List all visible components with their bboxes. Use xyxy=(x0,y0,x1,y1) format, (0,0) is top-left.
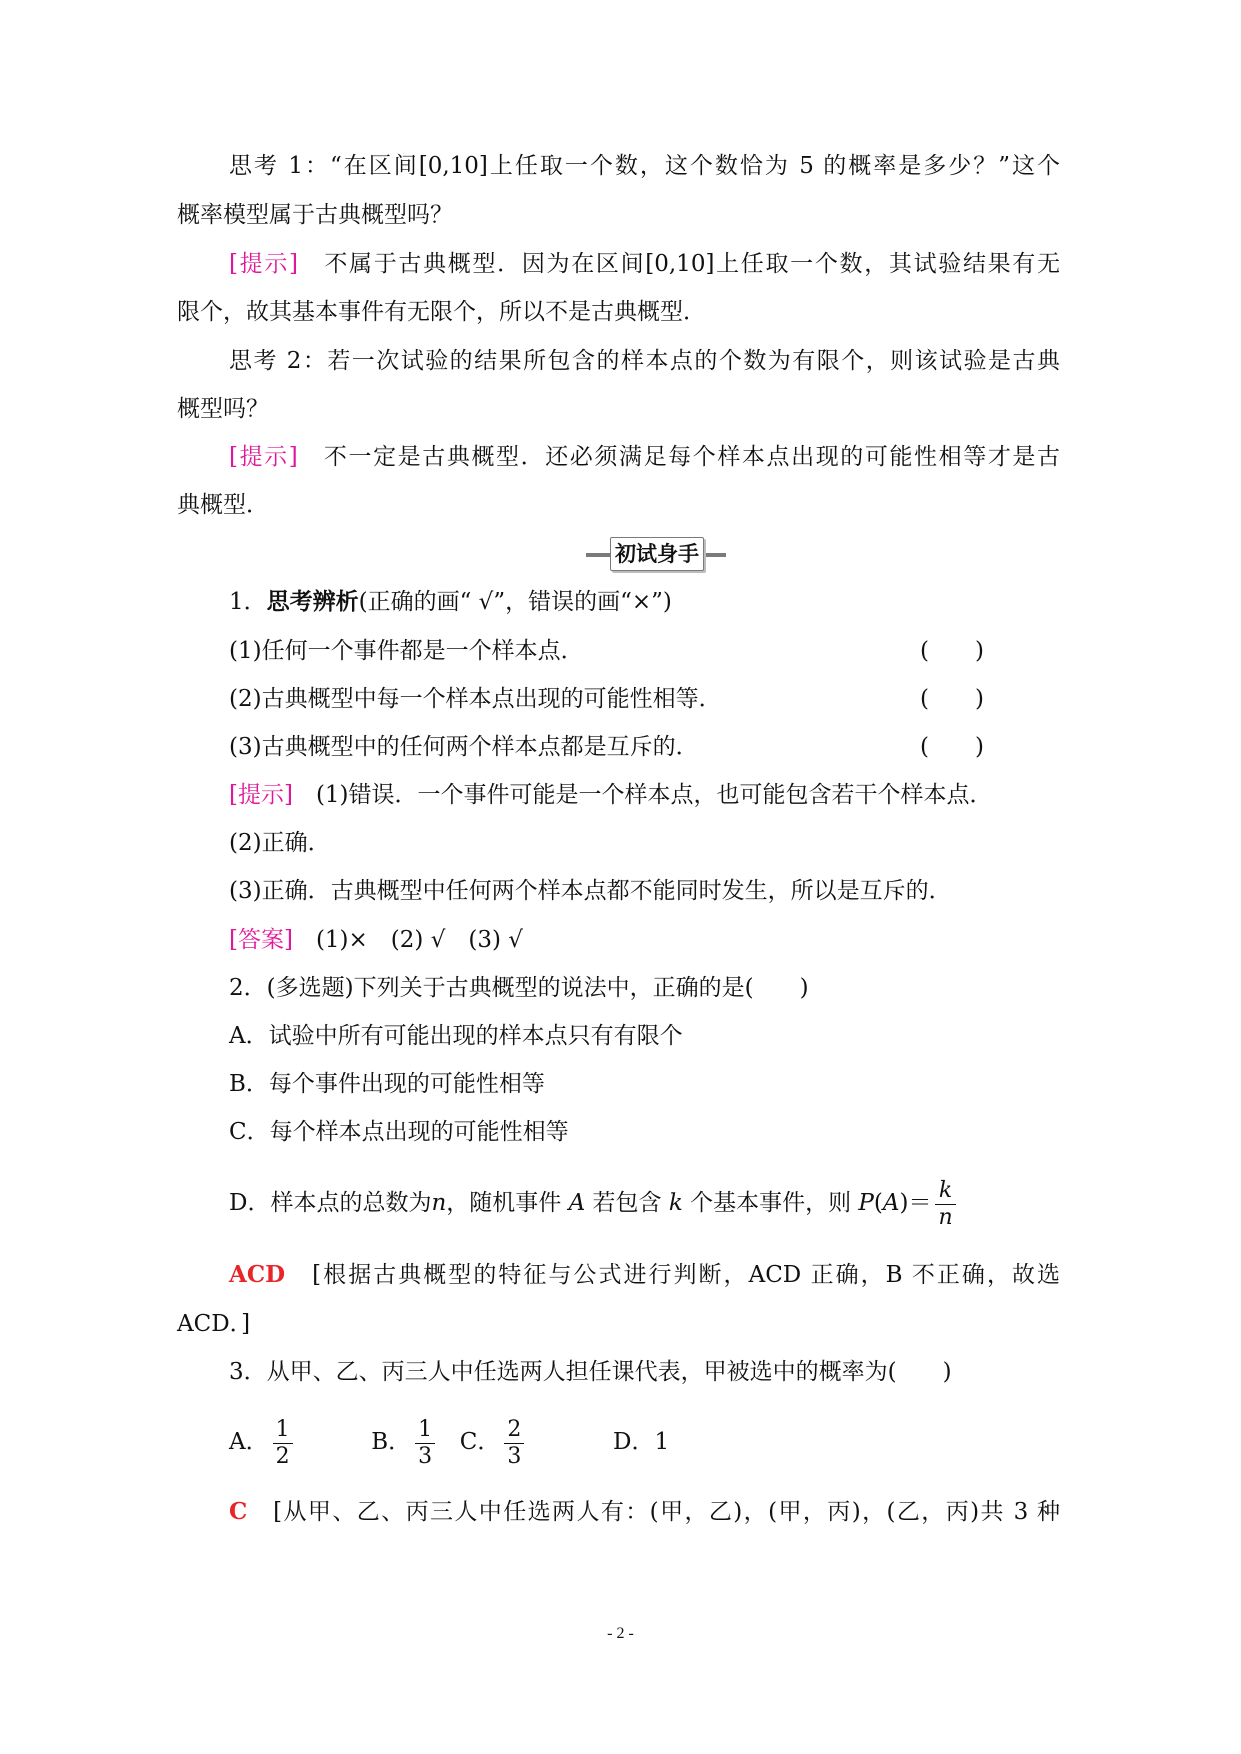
q2-option-b: B．每个事件出现的可能性相等 xyxy=(229,1071,545,1097)
q2-explanation-line1 xyxy=(229,1260,1060,1290)
q1-item-3: (3)古典概型中的任何两个样本点都是互斥的． xyxy=(229,734,699,760)
q2-type: (多选题) xyxy=(266,975,354,1001)
q3-option-a-fraction xyxy=(273,1417,293,1470)
section-banner xyxy=(586,537,726,571)
q2-option-d xyxy=(229,1173,960,1233)
hint2-text-line2: 典概型． xyxy=(177,492,269,518)
q2-optd-frac-num: k xyxy=(935,1178,955,1205)
q2-optd-prefix: D．样本点的总数为 xyxy=(229,1190,432,1216)
think2-line2 xyxy=(177,394,269,424)
q1-item-1: (1)任何一个事件都是一个样本点． xyxy=(229,638,584,664)
q3-option-d: D．1 xyxy=(613,1429,670,1455)
q2-option-c: C．每个样本点出现的可能性相等 xyxy=(229,1119,569,1145)
q1-answer-line xyxy=(229,925,523,955)
q2-optd-var-a: A xyxy=(568,1190,586,1216)
q1-header xyxy=(229,587,672,617)
q3-option-c-num: 2 xyxy=(504,1417,524,1444)
q3-option-a-num: 1 xyxy=(273,1417,293,1444)
q2-number: 2． xyxy=(229,975,267,1001)
q3-option-b-den: 3 xyxy=(418,1443,433,1469)
q1-hint-text-1: (1)错误．一个事件可能是一个样本点，也可能包含若干个样本点． xyxy=(315,782,993,808)
q2-explanation-line2: ACD．] xyxy=(177,1311,251,1337)
banner-title: 初试身手 xyxy=(610,537,704,571)
q3-option-b-label: B． xyxy=(371,1429,412,1455)
hint1-line1 xyxy=(229,249,1060,279)
q1-answer-text: (1)× (2) √ (3) √ xyxy=(315,927,523,953)
think2-line1 xyxy=(229,346,1060,376)
q1-hint-tag: [提示] xyxy=(229,782,293,808)
hint1-tag: [提示] xyxy=(229,251,298,277)
q3-options xyxy=(229,1410,669,1474)
q2-optd-mid3: 个基本事件，则 xyxy=(690,1190,852,1216)
q1-hint-line2: (2)正确． xyxy=(229,830,331,856)
hint2-tag: [提示] xyxy=(229,444,298,470)
q2-optd-var-n: n xyxy=(431,1190,447,1216)
q3-answer-key: C xyxy=(229,1498,248,1525)
think2-label: 思考 2： xyxy=(229,348,328,374)
q3-option-c-fraction xyxy=(504,1417,524,1470)
think1-line2 xyxy=(177,200,453,230)
q3-option-a-label: A． xyxy=(229,1429,269,1455)
q3-stem: 从甲、乙、丙三人中任选两人担任课代表，甲被选中的概率为( ) xyxy=(266,1359,952,1385)
q1-number: 1． xyxy=(229,589,267,615)
q1-item-3-answer-blank: ( ) xyxy=(920,734,984,760)
q3-number: 3． xyxy=(229,1359,267,1385)
q1-answer-tag: [答案] xyxy=(229,927,293,953)
q1-hint-line3: (3)正确．古典概型中任何两个样本点都不能同时发生，所以是互斥的． xyxy=(229,878,952,904)
q1-instruction: (正确的画“ √”，错误的画“×”) xyxy=(358,589,672,615)
q2-optd-fraction xyxy=(935,1178,955,1231)
think1-line1 xyxy=(229,151,1060,181)
q3-explanation-text1: [从甲、乙、丙三人中任选两人有：(甲，乙)，(甲，丙)，(乙，丙)共 3 种 xyxy=(273,1499,1060,1525)
page-number: - 2 - xyxy=(607,1625,634,1642)
hint1-text-line1: 不属于古典概型．因为在区间[0,10]上任取一个数，其试验结果有无 xyxy=(324,251,1060,277)
hint2-line1 xyxy=(229,442,1060,472)
q2-stem-line xyxy=(229,973,809,1003)
q2-option-a: A．试验中所有可能出现的样本点只有有限个 xyxy=(229,1023,683,1049)
q3-option-b-num: 1 xyxy=(415,1417,435,1444)
q2-optd-mid2: 若包含 xyxy=(592,1190,662,1216)
q2-optd-mid1: ，随机事件 xyxy=(446,1190,562,1216)
q3-option-a-den: 2 xyxy=(275,1443,290,1469)
q2-explanation-text1: [根据古典概型的特征与公式进行判断，ACD 正确，B 不正确，故选 xyxy=(312,1262,1061,1288)
q2-optd-p: P xyxy=(858,1190,874,1216)
q2-optd-paren-open: ( xyxy=(873,1190,883,1216)
hint2-text-line1: 不一定是古典概型．还必须满足每个样本点出现的可能性相等才是古 xyxy=(323,444,1061,470)
think1-text-line2: 概率模型属于古典概型吗？ xyxy=(177,202,453,228)
q2-optd-var-k: k xyxy=(668,1190,683,1216)
q3-option-b-fraction xyxy=(415,1417,435,1470)
q1-item-1-answer-blank: ( ) xyxy=(920,638,984,664)
q2-stem: 下列关于古典概型的说法中，正确的是( ) xyxy=(353,975,809,1001)
think1-text-line1: “在区间[0,10]上任取一个数，这个数恰为 5 的概率是多少？”这个 xyxy=(329,153,1060,179)
banner-right-bar xyxy=(702,553,726,557)
think2-text-line1: 若一次试验的结果所包含的样本点的个数为有限个，则该试验是古典 xyxy=(327,348,1060,374)
q1-item-2-answer-blank: ( ) xyxy=(920,686,984,712)
q1-item-2: (2)古典概型中每一个样本点出现的可能性相等． xyxy=(229,686,722,712)
think2-text-line2: 概型吗？ xyxy=(177,396,269,422)
q3-explanation-line1 xyxy=(229,1497,1060,1527)
q1-hint-line1 xyxy=(229,780,993,810)
q3-option-c-label: C． xyxy=(459,1429,501,1455)
hint2-line2 xyxy=(177,490,269,520)
q2-optd-paren-close: )＝ xyxy=(899,1190,932,1216)
hint1-line2 xyxy=(177,297,706,327)
q2-optd-p-arg: A xyxy=(882,1190,900,1216)
banner-left-bar xyxy=(586,553,610,557)
q3-stem-line xyxy=(229,1357,952,1387)
hint1-text-line2: 限个，故其基本事件有无限个，所以不是古典概型． xyxy=(177,299,706,325)
think1-label: 思考 1： xyxy=(229,153,330,179)
q3-option-c-den: 3 xyxy=(507,1443,522,1469)
q2-answer-key: ACD xyxy=(229,1261,286,1288)
q2-optd-frac-den: n xyxy=(938,1204,953,1230)
q1-title: 思考辨析 xyxy=(266,588,359,615)
